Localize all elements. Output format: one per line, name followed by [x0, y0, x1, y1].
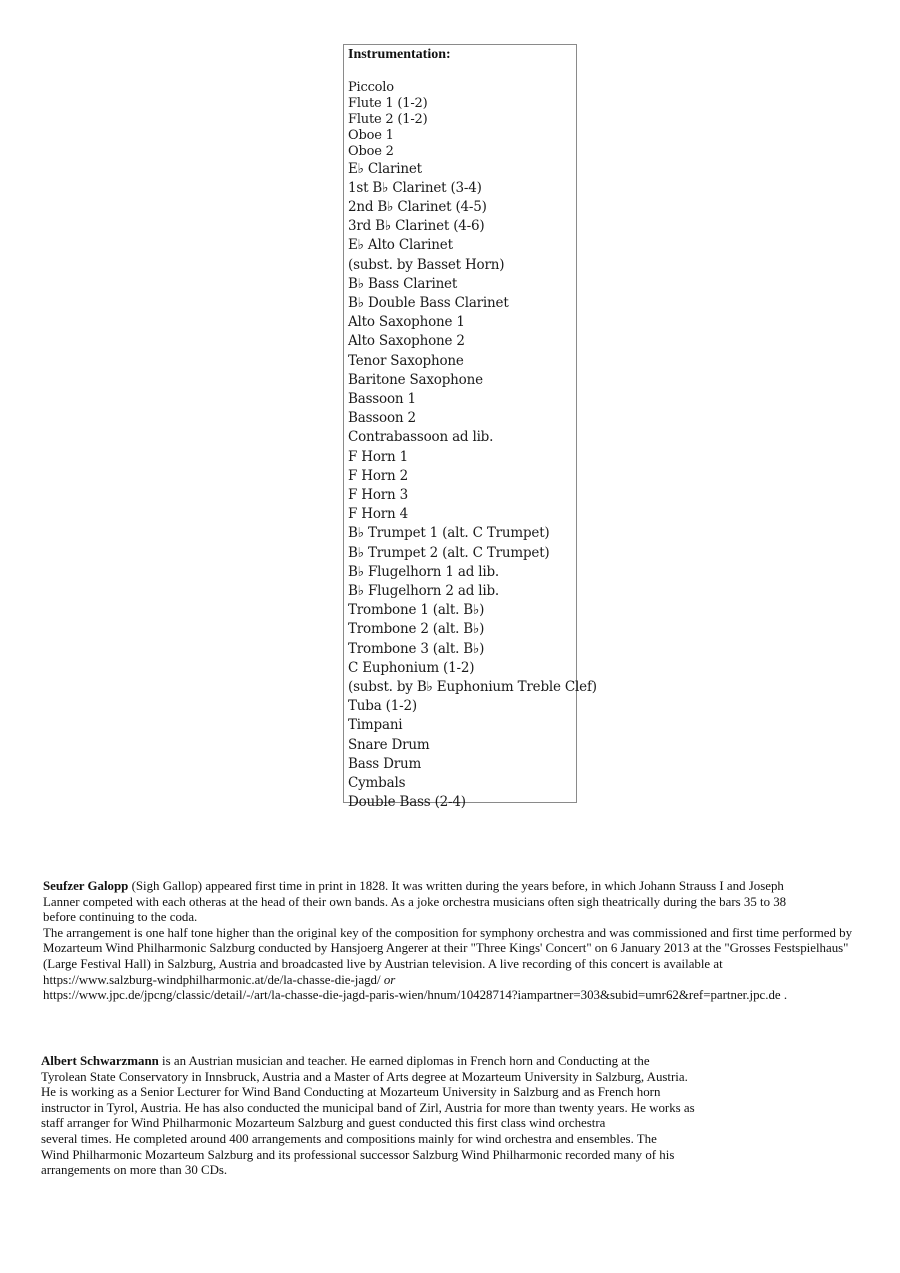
instrument-item: Flute 2 (1-2) [348, 111, 428, 127]
instrument-item: Baritone Saxophone [348, 371, 483, 388]
author-name: Albert Schwarzmann [41, 1054, 159, 1068]
bio-line: He is working as a Senior Lecturer for Wind Band Conducting at Mozarteum University in Salzburg and as French horn [41, 1085, 661, 1100]
instrument-item: B♭ Bass Clarinet [348, 275, 458, 292]
instrumentation-title: Instrumentation: [348, 47, 451, 62]
instrument-item: Trombone 2 (alt. B♭) [348, 621, 485, 638]
instrument-item: B♭ Flugelhorn 2 ad lib. [348, 583, 499, 599]
description-line-2: Lanner competed with each otheras at the head of their own bands. As a joke orchestra musicians often sigh theatrically during the bars 35 to 38 [43, 894, 787, 909]
instrument-item: F Horn 4 [348, 506, 408, 523]
instrument-item: (subst. by B♭ Euphonium Treble Clef) [348, 679, 597, 696]
instrument-item: Bassoon 1 [348, 390, 416, 407]
instrument-item: B♭ Flugelhorn 1 ad lib. [348, 563, 499, 580]
link-jpc[interactable]: https://www.jpc.de/jpcng/classic/detail/-/art/la-chasse-die-jagd-paris-wien/hnum/10428714?iampartner=303&subid=umr62&ref=partner.jpc.de . [43, 988, 788, 1003]
bio-line: arrangements on more than 30 CDs. [41, 1163, 228, 1178]
instrument-item: Cymbals [348, 775, 406, 792]
instrument-item: Oboe 2 [348, 143, 394, 159]
instrument-item: Alto Saxophone 2 [348, 333, 465, 350]
instrument-item: F Horn 1 [348, 448, 408, 465]
instrument-item: Tenor Saxophone [348, 352, 464, 369]
instrument-item: B♭ Double Bass Clarinet [348, 294, 509, 311]
instrument-item: 2nd B♭ Clarinet (4-5) [348, 198, 487, 215]
or-text: or [383, 972, 396, 987]
instrument-item: Tuba (1-2) [348, 698, 417, 715]
instrument-item: Trombone 1 (alt. B♭) [348, 602, 485, 619]
description-line-3: before continuing to the coda. [43, 910, 198, 925]
instrument-item: 3rd B♭ Clarinet (4-6) [348, 218, 485, 235]
instrument-item: Snare Drum [348, 736, 430, 753]
bio-line: instructor in Tyrol, Austria. He has also conducted the municipal band of Zirl, Austria for more than twenty years. He works as [41, 1100, 695, 1115]
instrument-item: (subst. by Basset Horn) [348, 256, 505, 273]
arrangement-text: The arrangement is one half tone higher than the original key of the composition for symphony orchestra and was commissioned and first time performed by Mozarteum Wind Philharmonic Salzburg conducted by Hansjoerg Angerer at their "Three Kings' Concert" on 6 January 2013 at the "Grosses Festspielhaus" (Large Festival Hall) in Salzburg, Austria and broadcasted live by Austrian television. A live recording of this concert is available at [43, 925, 853, 971]
biography-paragraph [41, 1054, 801, 1179]
link-salzburg-windphilharmonic[interactable]: https://www.salzburg-windphilharmonic.at/de/la-chasse-die-jagd/ or [43, 972, 396, 987]
bio-line: Tyrolean State Conservatory in Innsbruck, Austria and a Master of Arts degree at Mozarteum University in Salzburg, Austria. [41, 1069, 688, 1084]
instrumentation-list [348, 80, 597, 812]
instrument-item: Contrabassoon ad lib. [348, 429, 494, 446]
bio-line: Wind Philharmonic Mozarteum Salzburg and its professional successor Salzburg Wind Philharmonic recorded many of his [41, 1147, 675, 1162]
instrument-item: E♭ Clarinet [348, 160, 422, 177]
instrument-item: F Horn 2 [348, 467, 408, 484]
instrument-item: 1st B♭ Clarinet (3-4) [348, 179, 482, 196]
instrumentation-box [343, 44, 597, 811]
piece-title: Seufzer Galopp [43, 879, 129, 893]
bio-line-1: Albert Schwarzmann is an Austrian musician and teacher. He earned diplomas in French horn and Conducting at the [41, 1054, 650, 1068]
instrument-item: Flute 1 (1-2) [348, 95, 428, 111]
description-line-1: Seufzer Galopp (Sigh Gallop) appeared first time in print in 1828. It was written during the years before, in which Johann Strauss I and Joseph [43, 879, 784, 893]
description-paragraph [43, 879, 873, 1004]
instrument-item: Trombone 3 (alt. B♭) [348, 640, 485, 657]
bio-line: several times. He completed around 400 arrangements and compositions mainly for wind orchestra and ensembles. The [41, 1131, 657, 1146]
bio-line: staff arranger for Wind Philharmonic Mozarteum Salzburg and guest conducted this first class wind orchestra [41, 1116, 606, 1131]
instrument-item: Bassoon 2 [348, 410, 416, 427]
instrument-item: Oboe 1 [348, 127, 394, 143]
instrument-item: B♭ Trumpet 2 (alt. C Trumpet) [348, 544, 550, 561]
instrument-item: C Euphonium (1-2) [348, 659, 475, 676]
instrument-item: Double Bass (2-4) [348, 794, 466, 811]
instrument-item: Bass Drum [348, 755, 422, 772]
instrument-item: Timpani [348, 717, 403, 734]
instrument-item: E♭ Alto Clarinet [348, 237, 453, 254]
instrument-item: B♭ Trumpet 1 (alt. C Trumpet) [348, 525, 550, 542]
instrument-item: Piccolo [348, 80, 394, 95]
instrument-item: Alto Saxophone 1 [348, 314, 465, 331]
instrument-item: F Horn 3 [348, 486, 408, 503]
